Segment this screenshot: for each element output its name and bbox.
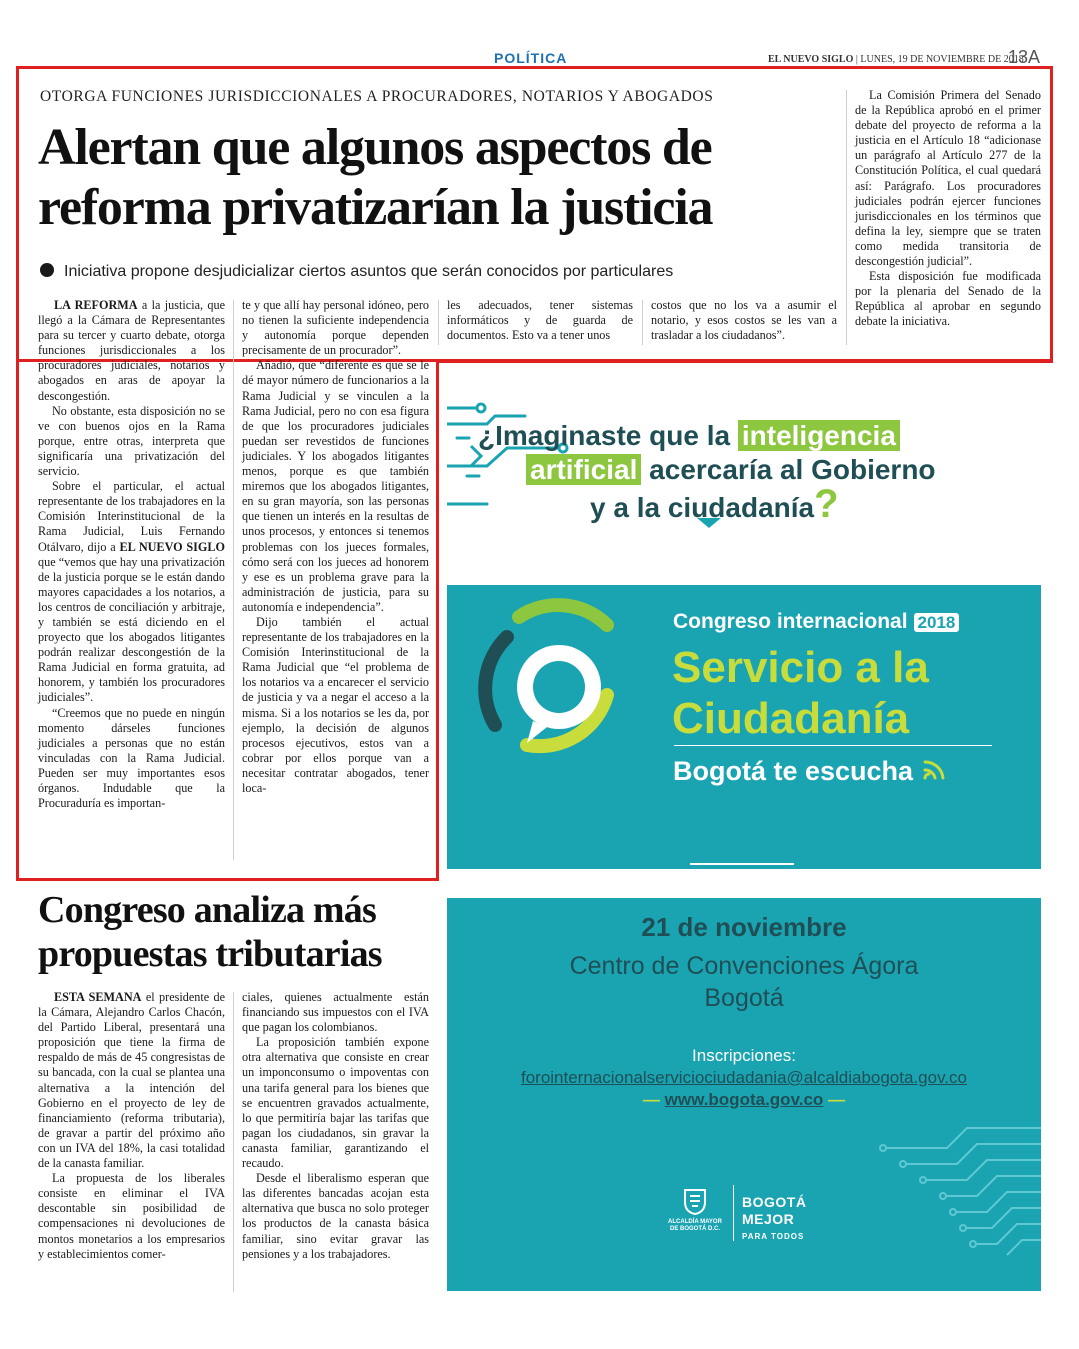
logo-line: BOGOTÁ: [742, 1194, 807, 1210]
paragraph-text: a la justicia, que llegó a la Cámara de Representantes para su tercer y cuarto debate, otorga funciones jurisdiccionales a los procuradores judiciales, notarios y abogados en aras de apoyar la descongestión.: [38, 298, 225, 403]
ad-title: [672, 642, 929, 744]
article-deck: [40, 263, 673, 281]
section-label: POLÍTICA: [494, 50, 568, 66]
ad-q-text: acercaría al Gobierno: [649, 454, 936, 485]
wifi-signal-icon: [921, 756, 951, 782]
bogota-mejor-logo: [742, 1194, 806, 1245]
issue-date: LUNES, 19 DE NOVIEMBRE DE 2018: [860, 54, 1024, 65]
chevron-icon: [465, 386, 515, 556]
logo-line: MEJOR: [742, 1211, 795, 1227]
paragraph: Desde el liberalismo esperan que las diferentes bancadas acojan esta alternativa que busca no solo proteger los productos de la canasta básica familiar, sino evitar gravar las pensiones y a los trabajadores.: [242, 1171, 429, 1261]
ad-title-line: Servicio a la: [672, 643, 929, 692]
ad-rule: [674, 745, 992, 746]
paragraph: “Creemos que no puede en ningún momento dárseles funciones judiciales a personas que no están vinculadas con la Rama Judicial. Pueden ser muy importantes esos órganos. Indudable que la Procuraduría es importan-: [38, 705, 225, 811]
venue-line: Centro de Convenciones Ágora: [569, 952, 919, 980]
ad-q-text: ¿Imaginaste que la: [478, 420, 731, 451]
article2-headline: Congreso analiza más propuestas tributarias: [38, 889, 382, 975]
registration-info: [447, 1045, 1041, 1111]
paragraph: Añadió, que “diferente es que se le dé mayor número de funcionarios a la Rama Judicial y se vinculen a la Rama Judicial, pero no con esa figura de que los procuradores judiciales puedan ser revestidos de funciones judiciales. Y los abogados litigantes menos, porque es que también miremos que los abogados litigantes, en su gran mayoría, son las personas que tienen un interés en la resultas de unos procesos, y entonces si tenemos problemas con los jueces formales, cómo será con los jueces ad honorem y ese es un problema grave para la administración de justicia, para su autonomía e independencia”.: [242, 358, 429, 614]
column-divider: [438, 300, 439, 345]
paragraph-text: Sobre el particular, el actual representante de los trabajadores en la Comisión Interinstitucional de la Rama Judicial, Luis Fernando Otálvaro, dijo a: [38, 479, 225, 554]
paper-name: EL NUEVO SIGLO: [768, 54, 854, 65]
paragraph: [38, 990, 225, 1171]
logo-caption: ALCALDÍA MAYOR DE BOGOTÁ D.C.: [668, 1219, 722, 1232]
article-column-4: [651, 298, 837, 343]
column-divider: [233, 992, 234, 1292]
article-column-1: [38, 298, 225, 811]
ad-title-line: Ciudadanía: [672, 694, 910, 743]
coat-of-arms-icon: [680, 1186, 710, 1216]
event-date: 21 de noviembre: [641, 912, 847, 942]
ad-q-text: y a la ciudadanía: [590, 492, 815, 523]
column-divider: [233, 300, 234, 860]
year-badge: 2018: [914, 613, 960, 632]
congress-label: [673, 610, 959, 634]
dash-decoration: —: [828, 1090, 846, 1109]
paragraph: La Comisión Primera del Senado de la República aprobó en el primer debate del proyecto de reforma a la justicia en el Artículo 18 “adicionase un parágrafo al Artículo 277 de la Constitución Política, el cual quedará así: Parágrafo. Los procuradores judiciales podrán ejercer funciones jurisdiccionales en los términos que defina la ley, siempre que se traten como medida transitoria de descongestión judicial”.: [855, 88, 1041, 269]
page-number: 13A: [1008, 47, 1041, 67]
article2-column-1: [38, 990, 225, 1262]
paragraph: [38, 479, 225, 705]
logo-line: PARA TODOS: [742, 1232, 805, 1241]
paper-name-inline: EL NUEVO SIGLO: [119, 539, 226, 554]
masthead-info: EL NUEVO SIGLO | LUNES, 19 DE NOVIEMBRE DE 2018: [768, 54, 1024, 65]
paragraph: Dijo también el actual representante de los trabajadores en la Comisión Interinstitucional de la Rama Judicial que “el problema de los notarios va a encarecer el servicio de justicia y va a negar el acceso a la misma. Si a los notarios se les da, por ejemplo, la decisión de algunos procesos ejecutivos, estos van a cobrar por ellos porque van a necesitar contratar abogados, tener loca-: [242, 614, 429, 795]
venue-line: Bogotá: [704, 984, 784, 1012]
paragraph: La proposición también expone otra alternativa que consiste en crear un imponconsumo o impoventas con una tarifa general para los bienes que se encuentren gravados actualmente, lo que permitiría bajar las tarifas que pagan los ciudadanos, sin gravar la canasta familiar, garantizando el recaudo.: [242, 1035, 429, 1171]
lead-in: ESTA SEMANA: [54, 990, 142, 1004]
deck-text: Iniciativa propone desjudicializar ciertos asuntos que serán conocidos por particulares: [64, 263, 674, 280]
paragraph: No obstante, esta disposición no se ve con buenos ojos en la Rama porque, entre otras, interpreta que significaría una privatización del servicio.: [38, 403, 225, 479]
alcaldia-logo: [667, 1186, 723, 1233]
article-column-2: [242, 298, 429, 796]
article-column-3: [447, 298, 633, 343]
ad-tagline: [673, 756, 951, 787]
bullet-icon: [40, 263, 54, 277]
paragraph: te y que allí hay personal idóneo, pero no tienen la suficiente independencia y autonomía porque dependen precisamente de un procurador”.: [242, 298, 429, 358]
lead-in: LA REFORMA: [54, 298, 138, 312]
dash-decoration: —: [642, 1090, 660, 1109]
paragraph: [38, 298, 225, 404]
ad-q-highlight: artificial: [526, 454, 641, 485]
website-link[interactable]: www.bogota.gov.co: [664, 1090, 824, 1109]
tagline-text: Bogotá te escucha: [673, 756, 914, 786]
paragraph: La propuesta de los liberales consiste en eliminar el IVA descontable sin posibilidad de compensaciones ni devoluciones de montos monetarios a los empresarios y establecimientos comer-: [38, 1171, 225, 1261]
registration-label: Inscripciones:: [692, 1046, 796, 1065]
article-headline: Alertan que algunos aspectos de reforma privatizarían la justicia: [38, 119, 713, 236]
paragraph-text: el presidente de la Cámara, Alejandro Carlos Chacón, del Partido Liberal, presentará una proposición que tiene la firma de respaldo de más de 45 congresistas de su bancada, con la cual se plantea una alternativa a la intención del Gobierno en el proyecto de ley de financiamiento (reforma tributaria), de gravar a partir del próximo año con un IVA del 18%, la casi totalidad de la canasta familiar.: [38, 990, 226, 1171]
article2-column-2: [242, 990, 429, 1262]
article-column-5: [855, 88, 1041, 330]
article-kicker: OTORGA FUNCIONES JURISDICCIONALES A PROCURADORES, NOTARIOS Y ABOGADOS: [40, 88, 714, 105]
ad-divider: [690, 863, 794, 865]
paragraph: les adecuados, tener sistemas informáticos y de guarda de documentos. Esto va a tener unos: [447, 298, 633, 343]
ad-q-highlight: inteligencia: [738, 420, 900, 451]
paragraph-text: que “vemos que hay una privatización de la justicia porque se le están dando mayores capacidades a los notarios, a los centros de conciliación y arbitraje, y también se está diciendo en el proyecto que los abogados litigantes podrán realizar descongestión de la Rama Judicial en forma gratuita, ad honorem, y también los procuradores judiciales”.: [38, 554, 225, 705]
logo-divider: [733, 1185, 734, 1241]
column-divider: [642, 300, 643, 345]
ad-q-mark: ?: [814, 482, 839, 526]
column-divider: [846, 90, 847, 345]
registration-email-link[interactable]: forointernacionalserviciociudadania@alcaldiabogota.gov.co: [520, 1068, 967, 1087]
congress-text: Congreso internacional: [673, 610, 908, 633]
paragraph: costos que no los va a asumir el notario, y esos costos se les van a trasladar a los ciudadanos”.: [651, 298, 837, 343]
highlight-frame-join: [436, 360, 1053, 363]
paragraph: Esta disposición fue modificada por la plenaria del Senado de la República al aprobar en segundo debate la iniciativa.: [855, 269, 1041, 329]
event-venue: [447, 950, 1041, 1014]
paragraph: ciales, quienes actualmente están financiando sus impuestos con el IVA que pagan los colombianos.: [242, 990, 429, 1035]
